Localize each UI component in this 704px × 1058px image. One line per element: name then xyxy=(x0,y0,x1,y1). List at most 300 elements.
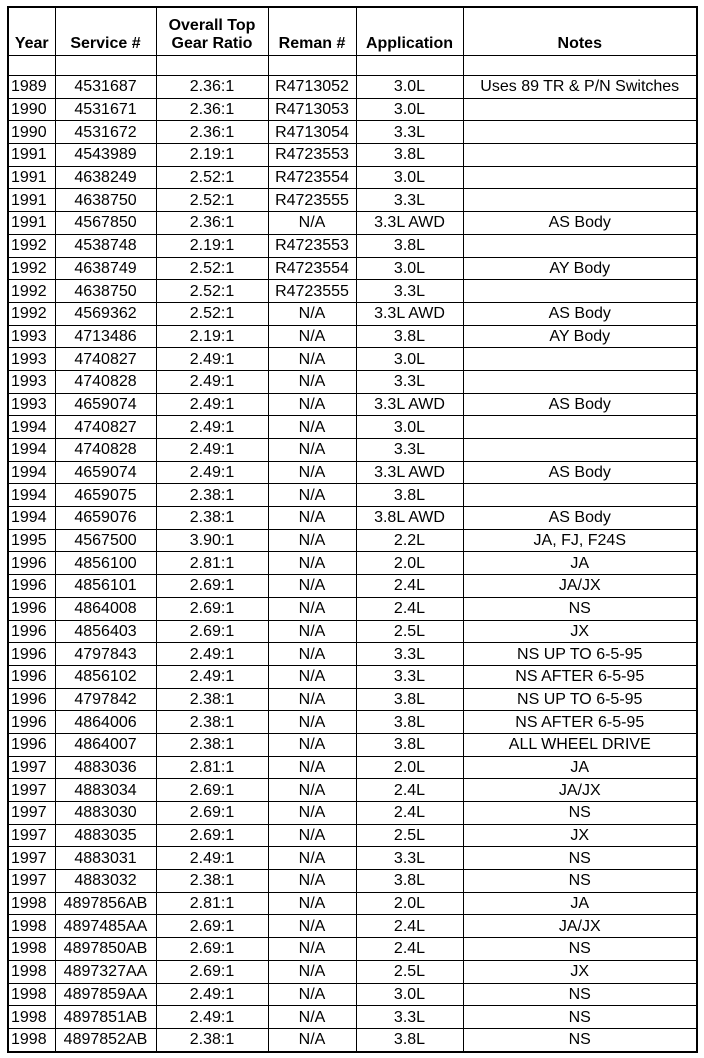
cell-service-number: 4531671 xyxy=(55,98,156,121)
cell-gear-ratio: 2.36:1 xyxy=(156,98,268,121)
cell-service-number: 4740827 xyxy=(55,348,156,371)
cell-year: 1992 xyxy=(8,280,55,303)
blank-spacer-row xyxy=(8,56,697,76)
cell-service-number: 4864006 xyxy=(55,711,156,734)
cell-notes: AS Body xyxy=(463,461,697,484)
cell-notes: JA/JX xyxy=(463,915,697,938)
cell-reman-number: R4713052 xyxy=(268,76,356,99)
cell-service-number: 4569362 xyxy=(55,302,156,325)
cell-notes xyxy=(463,189,697,212)
cell-application: 2.4L xyxy=(356,802,463,825)
cell-reman-number: N/A xyxy=(268,870,356,893)
table-row xyxy=(8,779,697,802)
cell-application: 3.8L xyxy=(356,484,463,507)
cell-year: 1990 xyxy=(8,98,55,121)
cell-notes xyxy=(463,416,697,439)
cell-notes: JX xyxy=(463,824,697,847)
cell-service-number: 4856102 xyxy=(55,665,156,688)
table-row xyxy=(8,529,697,552)
table-row xyxy=(8,144,697,167)
cell-application: 3.3L xyxy=(356,370,463,393)
cell-application: 3.8L xyxy=(356,711,463,734)
cell-application: 3.3L xyxy=(356,1006,463,1029)
cell-gear-ratio: 2.52:1 xyxy=(156,257,268,280)
cell-year: 1994 xyxy=(8,439,55,462)
cell-gear-ratio: 2.69:1 xyxy=(156,938,268,961)
cell-reman-number: R4723555 xyxy=(268,189,356,212)
cell-reman-number: N/A xyxy=(268,892,356,915)
cell-gear-ratio: 2.49:1 xyxy=(156,847,268,870)
table-row xyxy=(8,620,697,643)
cell-gear-ratio: 2.38:1 xyxy=(156,507,268,530)
cell-reman-number: N/A xyxy=(268,938,356,961)
cell-notes: NS xyxy=(463,870,697,893)
cell-application: 2.2L xyxy=(356,529,463,552)
cell-year: 1993 xyxy=(8,325,55,348)
cell-reman-number: N/A xyxy=(268,711,356,734)
cell-application: 3.8L xyxy=(356,870,463,893)
cell-application: 3.3L AWD xyxy=(356,461,463,484)
cell-notes: JA/JX xyxy=(463,779,697,802)
cell-reman-number: N/A xyxy=(268,779,356,802)
cell-application: 3.3L AWD xyxy=(356,212,463,235)
table-row xyxy=(8,870,697,893)
cell-gear-ratio: 2.38:1 xyxy=(156,870,268,893)
cell-reman-number: N/A xyxy=(268,484,356,507)
table-row xyxy=(8,257,697,280)
cell-gear-ratio: 2.38:1 xyxy=(156,733,268,756)
cell-gear-ratio: 2.81:1 xyxy=(156,552,268,575)
cell-year: 1998 xyxy=(8,892,55,915)
cell-notes: NS xyxy=(463,983,697,1006)
cell-notes: JA xyxy=(463,756,697,779)
table-row xyxy=(8,960,697,983)
cell-gear-ratio: 2.49:1 xyxy=(156,461,268,484)
cell-application: 2.5L xyxy=(356,620,463,643)
cell-gear-ratio: 3.90:1 xyxy=(156,529,268,552)
cell-gear-ratio: 2.36:1 xyxy=(156,76,268,99)
table-row xyxy=(8,915,697,938)
cell-gear-ratio: 2.38:1 xyxy=(156,484,268,507)
cell-reman-number: R4713054 xyxy=(268,121,356,144)
cell-reman-number: N/A xyxy=(268,439,356,462)
cell-year: 1992 xyxy=(8,234,55,257)
table-row xyxy=(8,597,697,620)
table-row xyxy=(8,756,697,779)
cell-application: 2.4L xyxy=(356,575,463,598)
cell-service-number: 4883036 xyxy=(55,756,156,779)
cell-application: 3.0L xyxy=(356,166,463,189)
cell-reman-number: N/A xyxy=(268,348,356,371)
table-row xyxy=(8,212,697,235)
cell-gear-ratio: 2.69:1 xyxy=(156,915,268,938)
cell-reman-number: R4723553 xyxy=(268,234,356,257)
cell-reman-number: N/A xyxy=(268,393,356,416)
cell-gear-ratio: 2.38:1 xyxy=(156,688,268,711)
cell-year: 1997 xyxy=(8,847,55,870)
table-row xyxy=(8,348,697,371)
table-row xyxy=(8,166,697,189)
cell-reman-number: N/A xyxy=(268,325,356,348)
table-row xyxy=(8,121,697,144)
cell-service-number: 4740827 xyxy=(55,416,156,439)
header-reman-number: Reman # xyxy=(268,7,356,56)
cell-year: 1991 xyxy=(8,144,55,167)
cell-service-number: 4740828 xyxy=(55,439,156,462)
cell-application: 3.8L xyxy=(356,325,463,348)
cell-year: 1998 xyxy=(8,915,55,938)
cell-application: 2.0L xyxy=(356,892,463,915)
cell-service-number: 4897850AB xyxy=(55,938,156,961)
header-application: Application xyxy=(356,7,463,56)
cell-reman-number: N/A xyxy=(268,643,356,666)
cell-year: 1996 xyxy=(8,711,55,734)
table-row xyxy=(8,643,697,666)
cell-notes xyxy=(463,280,697,303)
cell-notes: NS xyxy=(463,1006,697,1029)
cell-application: 3.8L xyxy=(356,1028,463,1051)
table-row xyxy=(8,439,697,462)
table-row xyxy=(8,461,697,484)
cell-year: 1996 xyxy=(8,620,55,643)
cell-notes xyxy=(463,348,697,371)
cell-gear-ratio: 2.36:1 xyxy=(156,212,268,235)
cell-notes: NS xyxy=(463,847,697,870)
cell-notes: JX xyxy=(463,620,697,643)
cell-application: 3.0L xyxy=(356,76,463,99)
table-row xyxy=(8,234,697,257)
cell-gear-ratio: 2.52:1 xyxy=(156,166,268,189)
cell-reman-number: N/A xyxy=(268,507,356,530)
cell-application: 3.0L xyxy=(356,983,463,1006)
header-year: Year xyxy=(8,7,55,56)
table-row xyxy=(8,733,697,756)
cell-application: 3.8L AWD xyxy=(356,507,463,530)
cell-gear-ratio: 2.49:1 xyxy=(156,439,268,462)
cell-notes: AS Body xyxy=(463,212,697,235)
cell-reman-number: N/A xyxy=(268,416,356,439)
cell-gear-ratio: 2.19:1 xyxy=(156,325,268,348)
cell-service-number: 4897856AB xyxy=(55,892,156,915)
cell-gear-ratio: 2.69:1 xyxy=(156,824,268,847)
cell-year: 1991 xyxy=(8,189,55,212)
cell-year: 1992 xyxy=(8,257,55,280)
table-row xyxy=(8,1028,697,1051)
cell-notes: JA xyxy=(463,552,697,575)
cell-application: 3.3L AWD xyxy=(356,302,463,325)
cell-reman-number: N/A xyxy=(268,1006,356,1029)
cell-gear-ratio: 2.81:1 xyxy=(156,892,268,915)
cell-reman-number: N/A xyxy=(268,847,356,870)
cell-service-number: 4638249 xyxy=(55,166,156,189)
cell-application: 3.0L xyxy=(356,98,463,121)
cell-gear-ratio: 2.52:1 xyxy=(156,302,268,325)
cell-year: 1996 xyxy=(8,552,55,575)
cell-notes: JA xyxy=(463,892,697,915)
cell-reman-number: N/A xyxy=(268,529,356,552)
cell-gear-ratio: 2.49:1 xyxy=(156,665,268,688)
cell-year: 1993 xyxy=(8,348,55,371)
table-row xyxy=(8,847,697,870)
cell-service-number: 4797843 xyxy=(55,643,156,666)
cell-notes: AY Body xyxy=(463,325,697,348)
cell-notes xyxy=(463,144,697,167)
cell-notes: NS xyxy=(463,1028,697,1051)
table-row xyxy=(8,189,697,212)
cell-year: 1989 xyxy=(8,76,55,99)
cell-year: 1994 xyxy=(8,461,55,484)
table-row xyxy=(8,507,697,530)
cell-application: 3.3L xyxy=(356,643,463,666)
cell-year: 1992 xyxy=(8,302,55,325)
cell-year: 1996 xyxy=(8,575,55,598)
cell-gear-ratio: 2.19:1 xyxy=(156,234,268,257)
cell-reman-number: N/A xyxy=(268,552,356,575)
cell-service-number: 4797842 xyxy=(55,688,156,711)
cell-reman-number: R4723555 xyxy=(268,280,356,303)
table-row xyxy=(8,280,697,303)
cell-application: 3.8L xyxy=(356,733,463,756)
cell-notes: NS xyxy=(463,938,697,961)
cell-notes: AY Body xyxy=(463,257,697,280)
cell-notes: NS UP TO 6-5-95 xyxy=(463,643,697,666)
cell-application: 2.4L xyxy=(356,938,463,961)
table-row xyxy=(8,552,697,575)
cell-application: 3.8L xyxy=(356,234,463,257)
cell-year: 1998 xyxy=(8,983,55,1006)
header-gear-ratio: Overall Top Gear Ratio xyxy=(156,7,268,56)
cell-notes xyxy=(463,370,697,393)
cell-gear-ratio: 2.49:1 xyxy=(156,370,268,393)
cell-reman-number: N/A xyxy=(268,688,356,711)
cell-notes: Uses 89 TR & P/N Switches xyxy=(463,76,697,99)
cell-service-number: 4538748 xyxy=(55,234,156,257)
header-service-number: Service # xyxy=(55,7,156,56)
cell-application: 3.3L xyxy=(356,189,463,212)
cell-application: 3.0L xyxy=(356,416,463,439)
cell-gear-ratio: 2.49:1 xyxy=(156,983,268,1006)
cell-application: 2.4L xyxy=(356,597,463,620)
cell-service-number: 4659074 xyxy=(55,461,156,484)
cell-year: 1998 xyxy=(8,960,55,983)
cell-notes xyxy=(463,121,697,144)
cell-gear-ratio: 2.36:1 xyxy=(156,121,268,144)
cell-notes: NS AFTER 6-5-95 xyxy=(463,665,697,688)
cell-notes: AS Body xyxy=(463,393,697,416)
cell-service-number: 4531687 xyxy=(55,76,156,99)
cell-reman-number: R4723554 xyxy=(268,257,356,280)
cell-application: 2.0L xyxy=(356,552,463,575)
cell-reman-number: R4723553 xyxy=(268,144,356,167)
cell-service-number: 4864007 xyxy=(55,733,156,756)
cell-service-number: 4856403 xyxy=(55,620,156,643)
cell-service-number: 4883031 xyxy=(55,847,156,870)
cell-reman-number: R4713053 xyxy=(268,98,356,121)
cell-application: 3.3L xyxy=(356,665,463,688)
cell-application: 3.3L xyxy=(356,280,463,303)
cell-service-number: 4638750 xyxy=(55,280,156,303)
cell-application: 3.0L xyxy=(356,257,463,280)
cell-application: 3.3L xyxy=(356,847,463,870)
cell-gear-ratio: 2.81:1 xyxy=(156,756,268,779)
cell-notes: NS AFTER 6-5-95 xyxy=(463,711,697,734)
table-row xyxy=(8,688,697,711)
cell-service-number: 4897485AA xyxy=(55,915,156,938)
cell-notes: AS Body xyxy=(463,302,697,325)
cell-year: 1991 xyxy=(8,212,55,235)
cell-year: 1998 xyxy=(8,1028,55,1051)
cell-year: 1997 xyxy=(8,756,55,779)
cell-year: 1997 xyxy=(8,779,55,802)
cell-reman-number: N/A xyxy=(268,824,356,847)
cell-gear-ratio: 2.69:1 xyxy=(156,802,268,825)
table-row xyxy=(8,370,697,393)
cell-reman-number: N/A xyxy=(268,212,356,235)
cell-year: 1994 xyxy=(8,484,55,507)
cell-service-number: 4883034 xyxy=(55,779,156,802)
cell-application: 2.5L xyxy=(356,824,463,847)
table-body xyxy=(8,76,697,1052)
cell-year: 1998 xyxy=(8,1006,55,1029)
cell-gear-ratio: 2.52:1 xyxy=(156,189,268,212)
cell-year: 1996 xyxy=(8,643,55,666)
table-row xyxy=(8,711,697,734)
table-row xyxy=(8,484,697,507)
cell-gear-ratio: 2.69:1 xyxy=(156,779,268,802)
cell-reman-number: N/A xyxy=(268,756,356,779)
cell-service-number: 4638749 xyxy=(55,257,156,280)
cell-year: 1994 xyxy=(8,507,55,530)
cell-service-number: 4659076 xyxy=(55,507,156,530)
cell-notes: NS UP TO 6-5-95 xyxy=(463,688,697,711)
cell-service-number: 4856101 xyxy=(55,575,156,598)
cell-gear-ratio: 2.49:1 xyxy=(156,416,268,439)
cell-service-number: 4883030 xyxy=(55,802,156,825)
cell-year: 1996 xyxy=(8,597,55,620)
table-row xyxy=(8,802,697,825)
table-row xyxy=(8,98,697,121)
cell-gear-ratio: 2.38:1 xyxy=(156,711,268,734)
cell-service-number: 4531672 xyxy=(55,121,156,144)
cell-service-number: 4567500 xyxy=(55,529,156,552)
table-row xyxy=(8,938,697,961)
cell-service-number: 4856100 xyxy=(55,552,156,575)
cell-reman-number: N/A xyxy=(268,665,356,688)
cell-gear-ratio: 2.19:1 xyxy=(156,144,268,167)
header-notes: Notes xyxy=(463,7,697,56)
cell-application: 2.0L xyxy=(356,756,463,779)
cell-reman-number: N/A xyxy=(268,802,356,825)
cell-notes: JA/JX xyxy=(463,575,697,598)
cell-year: 1990 xyxy=(8,121,55,144)
table-row xyxy=(8,824,697,847)
cell-reman-number: N/A xyxy=(268,733,356,756)
cell-service-number: 4638750 xyxy=(55,189,156,212)
cell-year: 1996 xyxy=(8,688,55,711)
cell-gear-ratio: 2.69:1 xyxy=(156,620,268,643)
cell-reman-number: N/A xyxy=(268,1028,356,1051)
cell-gear-ratio: 2.49:1 xyxy=(156,348,268,371)
cell-gear-ratio: 2.49:1 xyxy=(156,643,268,666)
table-row xyxy=(8,1006,697,1029)
cell-application: 2.4L xyxy=(356,915,463,938)
cell-reman-number: N/A xyxy=(268,915,356,938)
cell-year: 1993 xyxy=(8,370,55,393)
cell-reman-number: N/A xyxy=(268,575,356,598)
cell-service-number: 4543989 xyxy=(55,144,156,167)
cell-reman-number: N/A xyxy=(268,960,356,983)
cell-year: 1998 xyxy=(8,938,55,961)
cell-gear-ratio: 2.69:1 xyxy=(156,960,268,983)
cell-notes xyxy=(463,484,697,507)
cell-year: 1996 xyxy=(8,733,55,756)
table-row xyxy=(8,393,697,416)
table-row xyxy=(8,983,697,1006)
cell-application: 3.0L xyxy=(356,348,463,371)
cell-service-number: 4883032 xyxy=(55,870,156,893)
cell-reman-number: R4723554 xyxy=(268,166,356,189)
cell-reman-number: N/A xyxy=(268,370,356,393)
cell-service-number: 4740828 xyxy=(55,370,156,393)
cell-year: 1995 xyxy=(8,529,55,552)
cell-application: 3.3L xyxy=(356,121,463,144)
cell-reman-number: N/A xyxy=(268,302,356,325)
cell-application: 2.4L xyxy=(356,779,463,802)
table-row xyxy=(8,416,697,439)
cell-service-number: 4713486 xyxy=(55,325,156,348)
cell-notes: AS Body xyxy=(463,507,697,530)
cell-year: 1997 xyxy=(8,870,55,893)
cell-application: 2.5L xyxy=(356,960,463,983)
cell-reman-number: N/A xyxy=(268,620,356,643)
cell-service-number: 4883035 xyxy=(55,824,156,847)
cell-notes: JA, FJ, F24S xyxy=(463,529,697,552)
cell-gear-ratio: 2.52:1 xyxy=(156,280,268,303)
cell-gear-ratio: 2.49:1 xyxy=(156,393,268,416)
cell-reman-number: N/A xyxy=(268,461,356,484)
cell-gear-ratio: 2.69:1 xyxy=(156,597,268,620)
cell-application: 3.8L xyxy=(356,144,463,167)
cell-service-number: 4567850 xyxy=(55,212,156,235)
cell-year: 1993 xyxy=(8,393,55,416)
table-row xyxy=(8,302,697,325)
cell-gear-ratio: 2.38:1 xyxy=(156,1028,268,1051)
cell-year: 1991 xyxy=(8,166,55,189)
cell-service-number: 4659074 xyxy=(55,393,156,416)
cell-gear-ratio: 2.49:1 xyxy=(156,1006,268,1029)
cell-gear-ratio: 2.69:1 xyxy=(156,575,268,598)
cell-service-number: 4897851AB xyxy=(55,1006,156,1029)
table-row xyxy=(8,325,697,348)
cell-notes: NS xyxy=(463,802,697,825)
cell-notes xyxy=(463,439,697,462)
table-row xyxy=(8,575,697,598)
cell-reman-number: N/A xyxy=(268,597,356,620)
cell-notes xyxy=(463,166,697,189)
transmission-parts-table xyxy=(7,6,698,1053)
cell-application: 3.3L xyxy=(356,439,463,462)
cell-year: 1997 xyxy=(8,802,55,825)
cell-notes xyxy=(463,98,697,121)
table-row xyxy=(8,665,697,688)
cell-notes: JX xyxy=(463,960,697,983)
cell-service-number: 4897859AA xyxy=(55,983,156,1006)
cell-reman-number: N/A xyxy=(268,983,356,1006)
cell-notes: NS xyxy=(463,597,697,620)
table-row xyxy=(8,892,697,915)
header-row xyxy=(8,7,697,56)
cell-service-number: 4864008 xyxy=(55,597,156,620)
